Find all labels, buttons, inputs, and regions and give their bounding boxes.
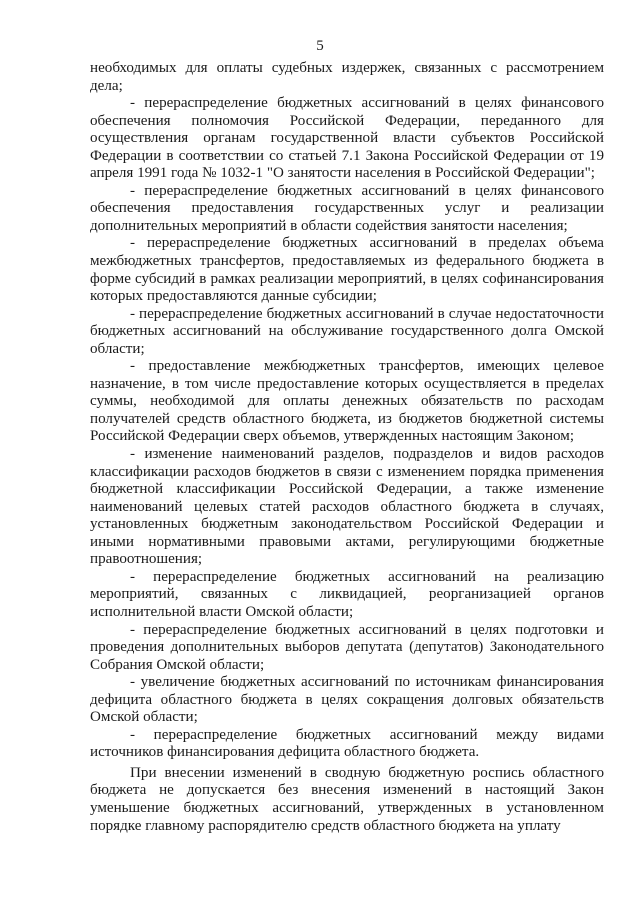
paragraph-item: - перераспределение бюджетных ассигнований в пределах объема межбюджетных трансфертов, предоставляемых из федерального бюджета в форме субсидий в рамках реализации мероприятий, в целях софинансирования которых предоставляются данные субсидии; — [90, 235, 604, 305]
page-number: 5 — [316, 38, 324, 54]
paragraph-item: - перераспределение бюджетных ассигнований на реализацию мероприятий, связанных с ликвидацией, реорганизацией органов исполнительной власти Омской области; — [90, 568, 604, 620]
paragraph-item: - перераспределение бюджетных ассигнований в целях подготовки и проведения дополнительных выборов депутата (депутатов) Законодательного Собрания Омской области; — [90, 621, 604, 673]
paragraph-item: - увеличение бюджетных ассигнований по источникам финансирования дефицита областного бюджета в целях сокращения долговых обязательств Омской области; — [90, 674, 604, 726]
document-body — [90, 60, 604, 835]
paragraph-item: - перераспределение бюджетных ассигнований между видами источников финансирования дефицита областного бюджета. — [90, 726, 604, 761]
paragraph-item: - предоставление межбюджетных трансфертов, имеющих целевое назначение, в том числе предоставление которых осуществляется в пределах суммы, необходимой для оплаты денежных обязательств по расходам получателей средств областного бюджета, из бюджетов бюджетной системы Российской Федерации сверх объемов, утвержденных настоящим Законом; — [90, 358, 604, 445]
paragraph-item: - перераспределение бюджетных ассигнований в целях финансового обеспечения полномочия Российской Федерации, переданного для осуществления органам государственной власти субъектов Российской Федерации в соответствии со статьей 7.1 Закона Российской Федерации от 19 апреля 1991 года № 1032-1 "О занятости населения в Российской Федерации"; — [90, 95, 604, 182]
paragraph-continuation: необходимых для оплаты судебных издержек, связанных с рассмотрением дела; — [90, 60, 604, 94]
paragraph-item: - изменение наименований разделов, подразделов и видов расходов классификации расходов бюджетов в связи с изменением порядка применения бюджетной классификации Российской Федерации, а также изменение наименований целевых статей расходов областного бюджета в случаях, установленных бюджетным законодательством Российской Федерации и иными нормативными правовыми актами, регулирующими бюджетные правоотношения; — [90, 446, 604, 568]
paragraph-item: - перераспределение бюджетных ассигнований в целях финансового обеспечения предоставления государственных услуг и реализации дополнительных мероприятий в области содействия занятости населения; — [90, 182, 604, 234]
paragraph-item: - перераспределение бюджетных ассигнований в случае недостаточности бюджетных ассигнований на обслуживание государственного долга Омской области; — [90, 305, 604, 357]
paragraph-final: При внесении изменений в сводную бюджетную роспись областного бюджета не допускается без внесения изменений в настоящий Закон уменьшение бюджетных ассигнований, утвержденных в установленном порядке главному распорядителю средств областного бюджета на уплату — [90, 764, 604, 834]
